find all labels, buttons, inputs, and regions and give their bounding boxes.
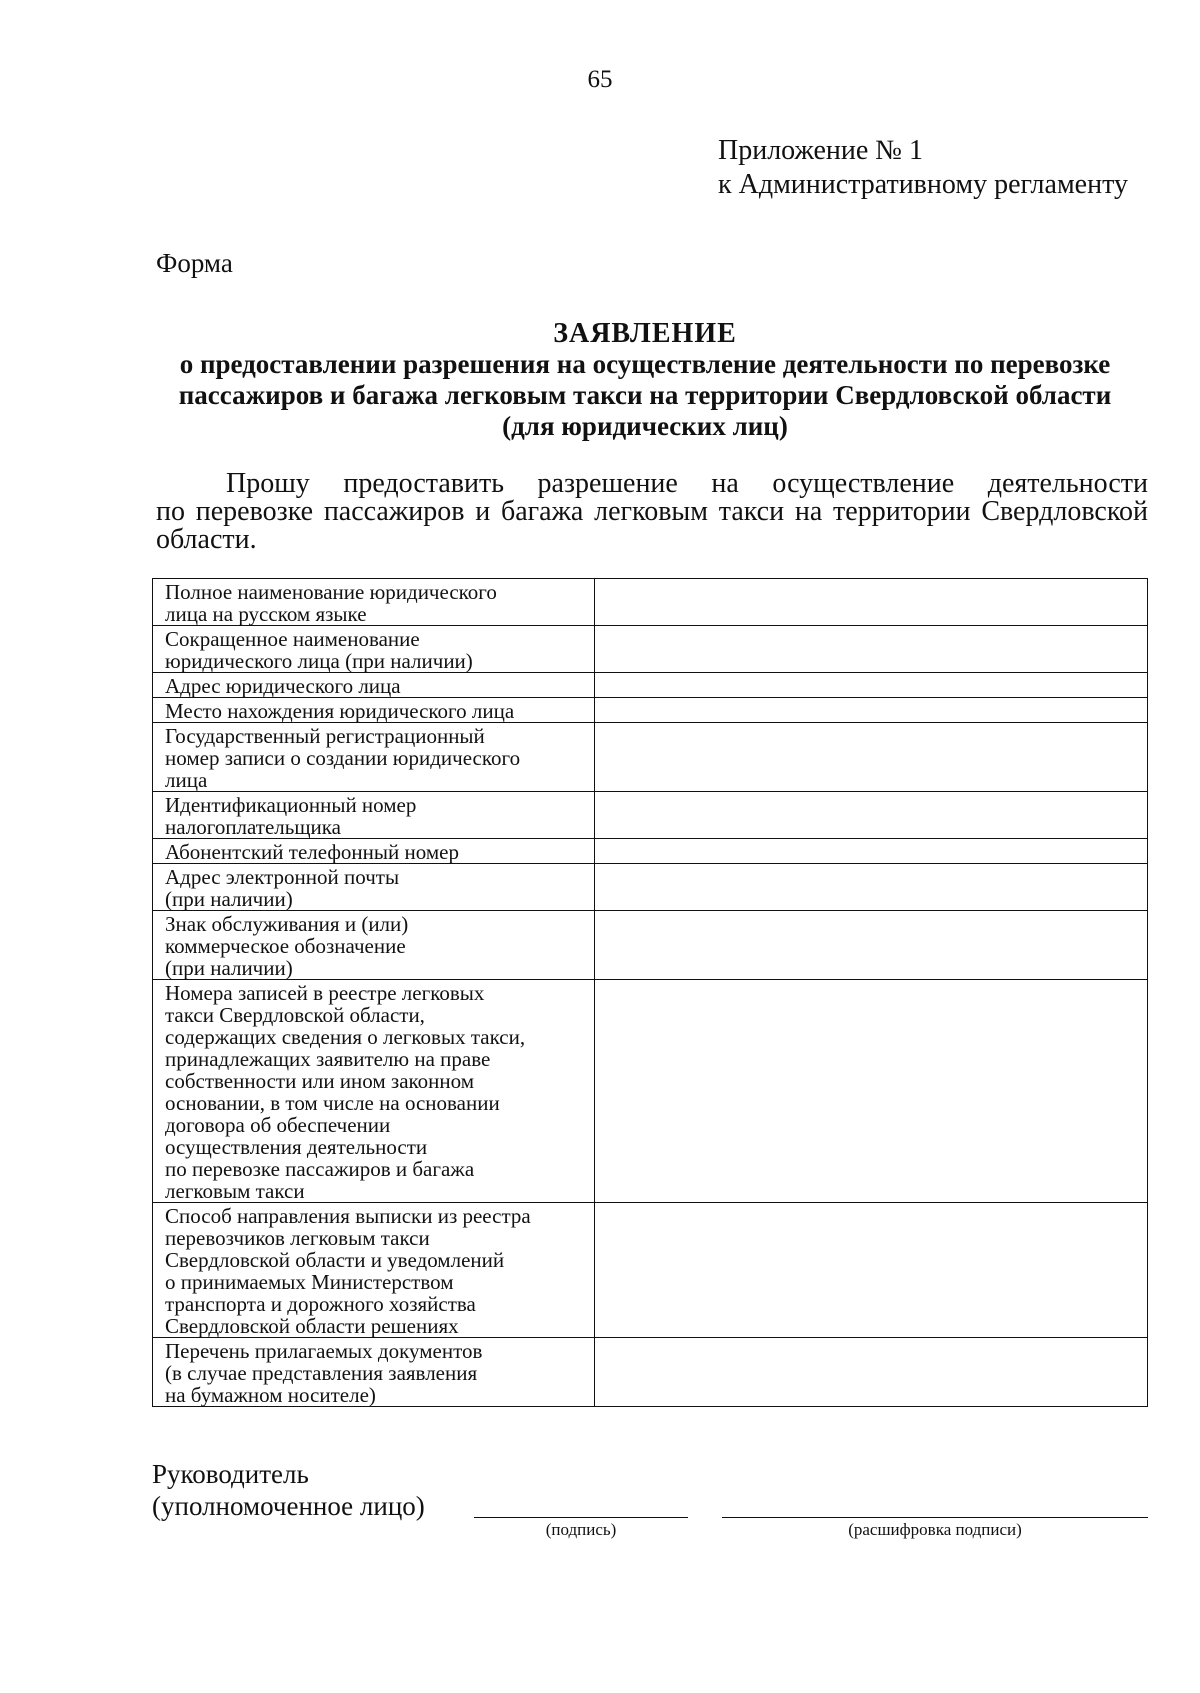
- signature-line[interactable]: [474, 1517, 688, 1518]
- document-title: [150, 318, 1140, 442]
- field-label-line: (при наличии): [165, 956, 293, 980]
- field-label: [153, 723, 595, 792]
- field-label: [153, 698, 595, 723]
- field-value[interactable]: [595, 673, 1148, 698]
- page-number: 65: [587, 66, 613, 93]
- field-label-line: Свердловской области и уведомлений: [165, 1248, 505, 1272]
- title-main: ЗАЯВЛЕНИЕ: [553, 318, 737, 349]
- field-value[interactable]: [595, 839, 1148, 864]
- field-label-line: Перечень прилагаемых документов: [165, 1339, 483, 1363]
- field-label-line: транспорта и дорожного хозяйства: [165, 1292, 476, 1316]
- field-label-line: Свердловской области решениях: [165, 1314, 459, 1338]
- signature-decode-caption: (расшифровка подписи): [848, 1520, 1022, 1539]
- field-label-line: принадлежащих заявителю на праве: [165, 1047, 491, 1071]
- field-label-line: Адрес юридического лица: [165, 674, 401, 698]
- field-value[interactable]: [595, 980, 1148, 1203]
- form-table-body: [153, 579, 1148, 1407]
- field-label: [153, 626, 595, 673]
- appendix-line-1: Приложение № 1: [718, 135, 923, 166]
- field-label: [153, 980, 595, 1203]
- field-label: [153, 864, 595, 911]
- table-row: [153, 698, 1148, 723]
- field-label-line: коммерческое обозначение: [165, 934, 406, 958]
- field-label-line: Способ направления выписки из реестра: [165, 1204, 531, 1228]
- table-row: [153, 673, 1148, 698]
- field-label-line: Знак обслуживания и (или): [165, 912, 409, 936]
- field-label-line: договора об обеспечении: [165, 1113, 391, 1137]
- field-label-line: основании, в том числе на основании: [165, 1091, 500, 1115]
- field-label-line: перевозчиков легковым такси: [165, 1226, 430, 1250]
- field-label-line: Адрес электронной почты: [165, 865, 400, 889]
- field-label-line: Государственный регистрационный: [165, 724, 485, 748]
- table-row: [153, 723, 1148, 792]
- field-label-line: такси Свердловской области,: [165, 1003, 425, 1027]
- field-value[interactable]: [595, 1338, 1148, 1407]
- field-label-line: лица на русском языке: [165, 602, 367, 626]
- field-label-line: (при наличии): [165, 887, 293, 911]
- field-label-line: о принимаемых Министерством: [165, 1270, 454, 1294]
- field-value[interactable]: [595, 1203, 1148, 1338]
- field-label-line: по перевозке пассажиров и багажа: [165, 1157, 475, 1181]
- field-label: [153, 839, 595, 864]
- field-label: [153, 673, 595, 698]
- title-line-2: пассажиров и багажа легковым такси на территории Свердловской области: [178, 380, 1112, 410]
- table-row: [153, 839, 1148, 864]
- field-label: [153, 911, 595, 980]
- signature-decode-line[interactable]: [722, 1517, 1148, 1518]
- field-label-line: Место нахождения юридического лица: [165, 699, 515, 723]
- table-row: [153, 1338, 1148, 1407]
- field-value[interactable]: [595, 626, 1148, 673]
- field-label-line: лица: [165, 768, 208, 792]
- table-row: [153, 579, 1148, 626]
- field-value[interactable]: [595, 911, 1148, 980]
- field-value[interactable]: [595, 723, 1148, 792]
- table-row: [153, 911, 1148, 980]
- field-label: [153, 792, 595, 839]
- field-label-line: легковым такси: [165, 1179, 305, 1203]
- field-label-line: Полное наименование юридического: [165, 580, 497, 604]
- field-label: [153, 1203, 595, 1338]
- table-row: [153, 864, 1148, 911]
- field-label-line: Сокращенное наименование: [165, 627, 420, 651]
- field-label: [153, 1338, 595, 1407]
- appendix-line-2: к Административному регламенту: [718, 169, 1128, 200]
- field-label-line: Абонентский телефонный номер: [165, 840, 459, 864]
- table-row: [153, 980, 1148, 1203]
- table-row: [153, 792, 1148, 839]
- field-label-line: содержащих сведения о легковых такси,: [165, 1025, 526, 1049]
- field-label-line: Идентификационный номер: [165, 793, 417, 817]
- application-form-table: [152, 578, 1148, 1407]
- signature-role-line-2: (уполномоченное лицо): [152, 1491, 425, 1521]
- form-label: Форма: [156, 248, 233, 278]
- field-value[interactable]: [595, 792, 1148, 839]
- field-label-line: на бумажном носителе): [165, 1383, 376, 1407]
- request-paragraph: [156, 470, 1148, 554]
- field-label: [153, 579, 595, 626]
- field-value[interactable]: [595, 579, 1148, 626]
- field-value[interactable]: [595, 864, 1148, 911]
- request-line-1: Прошу предоставить разрешение на осуществление деятельности: [226, 468, 1148, 499]
- appendix-note: [718, 134, 1128, 202]
- field-label-line: Номера записей в реестре легковых: [165, 981, 485, 1005]
- field-label-line: юридического лица (при наличии): [165, 649, 473, 673]
- field-label-line: осуществления деятельности: [165, 1135, 428, 1159]
- title-line-1: о предоставлении разрешения на осуществление деятельности по перевозке: [179, 349, 1111, 379]
- field-label-line: собственности или ином законном: [165, 1069, 475, 1093]
- field-label-line: налогоплательщика: [165, 815, 341, 839]
- field-label-line: номер записи о создании юридического: [165, 746, 521, 770]
- field-value[interactable]: [595, 698, 1148, 723]
- field-label-line: (в случае представления заявления: [165, 1361, 478, 1385]
- request-line-3: области.: [156, 524, 257, 555]
- request-line-2: по перевозке пассажиров и багажа легковым такси на территории Свердловской: [156, 496, 1148, 527]
- table-row: [153, 626, 1148, 673]
- title-line-3: (для юридических лиц): [502, 411, 788, 441]
- signature-role-line-1: Руководитель: [152, 1459, 309, 1489]
- signature-caption: (подпись): [545, 1520, 617, 1539]
- table-row: [153, 1203, 1148, 1338]
- signature-block: [152, 1458, 425, 1522]
